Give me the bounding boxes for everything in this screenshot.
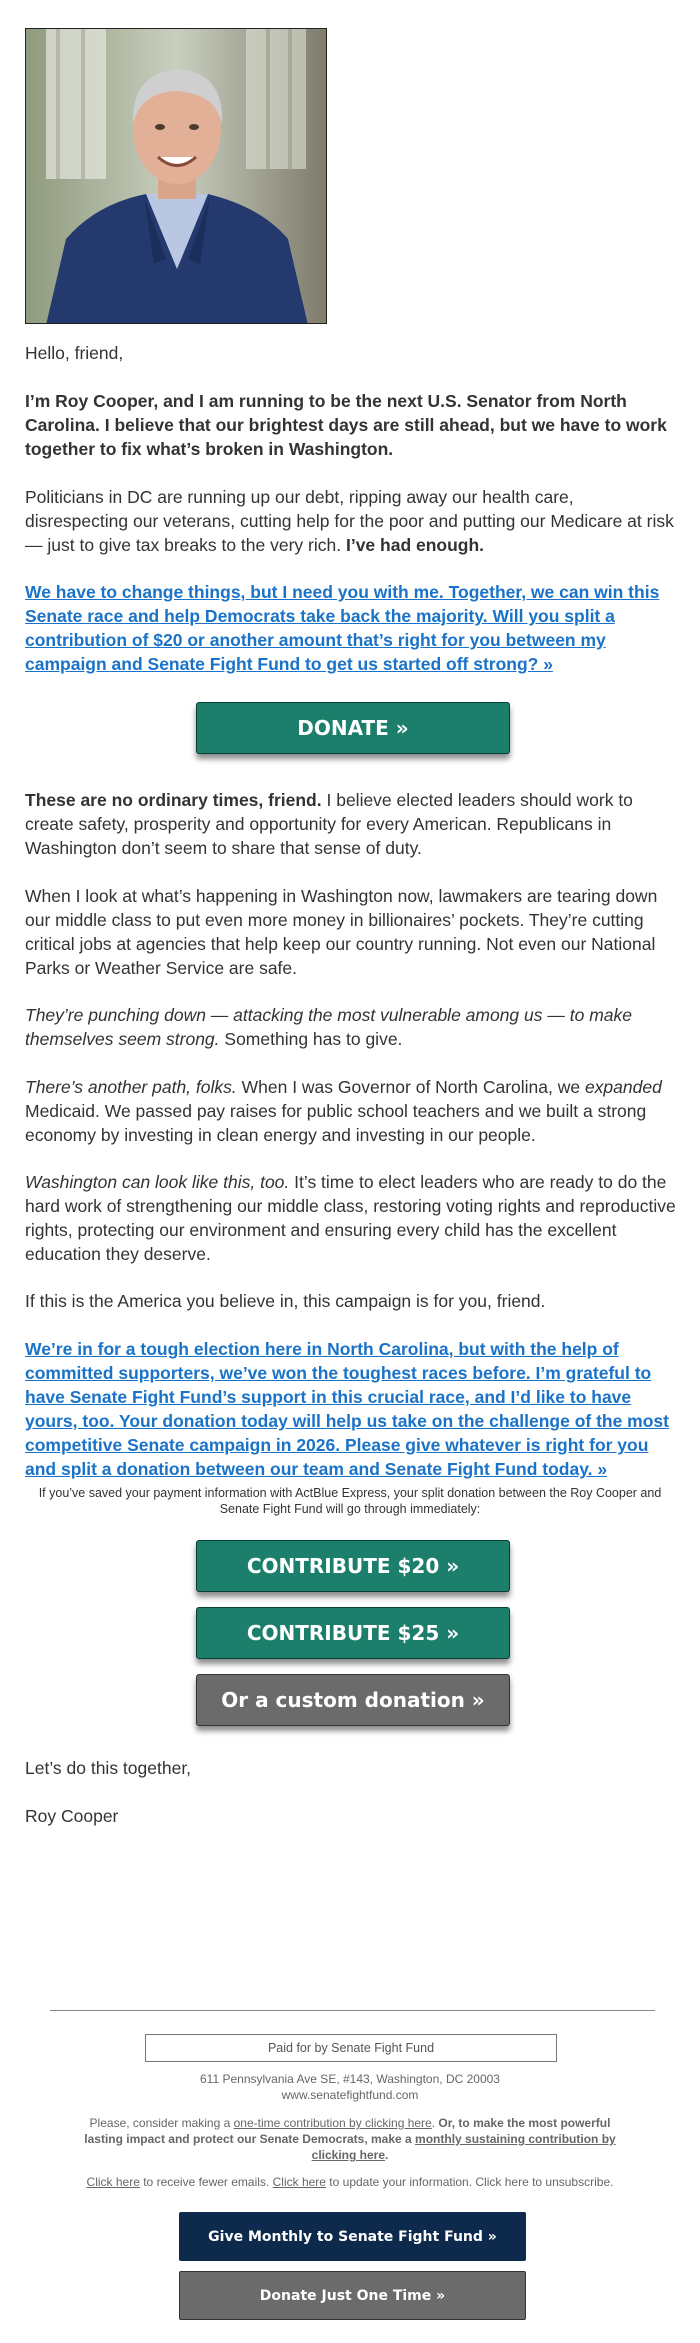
intro-paragraph bbox=[25, 389, 680, 461]
ordinary-paragraph bbox=[25, 788, 680, 860]
politicians-text: Politicians in DC are running up our debt, ripping away our health care, disrespecting our veterans, cutting help for the poor and putting our Medicare at risk — just to give tax breaks to the very rich. bbox=[25, 487, 674, 555]
punching-text: Something has to give. bbox=[219, 1029, 403, 1049]
signoff: Let’s do this together, bbox=[25, 1758, 192, 1778]
donate-button[interactable]: DONATE » bbox=[196, 702, 510, 754]
path-italic: There’s another path, folks. bbox=[25, 1077, 237, 1097]
give-monthly-button[interactable]: Give Monthly to Senate Fight Fund » bbox=[179, 2212, 526, 2261]
footer-address: 611 Pennsylvania Ave SE, #143, Washington, DC 20003 bbox=[200, 2072, 500, 2086]
update-info-text[interactable]: to update your information. Click here to unsubscribe. bbox=[325, 2175, 614, 2189]
path-italic-2: expanded bbox=[584, 1077, 662, 1097]
ask-paragraph-1 bbox=[25, 580, 680, 676]
path-text-2: Medicaid. We passed pay raises for public school teachers and we built a strong economy by investing in clean energy and investing in our people. bbox=[25, 1101, 647, 1145]
washington-paragraph: When I look at what’s happening in Washington now, lawmakers are tearing down our middle class to put even more money in billionaires’ pockets. They’re cutting critical jobs at agencies that help keep our country running. Not even our National Parks or Weather Service are safe. bbox=[25, 886, 658, 978]
footer-consider bbox=[70, 2115, 630, 2163]
intro-bold: I’m Roy Cooper, and I am running to be the next U.S. Senator from North Carolina. I believe that our brightest days are still ahead, but we have to work together to fix what’s broken in Washington. bbox=[25, 391, 667, 459]
path-text-1: When I was Governor of North Carolina, we bbox=[236, 1077, 585, 1097]
politicians-paragraph bbox=[25, 485, 680, 557]
actblue-express-note: If you’ve saved your payment information with ActBlue Express, your split donation between the Roy Cooper and Senate Fight Fund will go through immediately: bbox=[38, 1486, 662, 1516]
ordinary-bold: These are no ordinary times, friend. bbox=[25, 790, 322, 810]
lookslike-paragraph bbox=[25, 1170, 680, 1266]
consider-pre: Please, consider making a bbox=[89, 2116, 234, 2130]
contribute-20-button[interactable]: CONTRIBUTE $20 » bbox=[196, 1540, 510, 1592]
candidate-photo bbox=[25, 28, 327, 324]
lookslike-text: It’s time to elect leaders who are ready to do the hard work of strengthening our middle class, restoring voting rights and reproductive rights, protecting our environment and ensuring every child has the excellent education they deserve. bbox=[25, 1172, 676, 1264]
bold-pre: Or, to make the most powerful lasting impact and protect our Senate Democrats, make a bbox=[84, 2116, 611, 2146]
donate-once-button[interactable]: Donate Just One Time » bbox=[179, 2271, 526, 2320]
footer-website[interactable]: www.senatefightfund.com bbox=[281, 2088, 419, 2102]
politicians-bold: I’ve had enough. bbox=[345, 535, 485, 555]
one-time-contribution-link[interactable]: one-time contribution by clicking here bbox=[233, 2116, 432, 2130]
ask-link-2[interactable]: We’re in for a tough election here in North Carolina, but with the help of committed supporters, we’ve won the toughest races before. I’m grateful to have Senate Fight Fund’s support in this crucial race, and I’d like to have yours, too. Your donation today will help us take on the challenge of the most competitive Senate campaign in 2026. Please give whatever is right for you and split a donation between our team and Senate Fight Fund today. » bbox=[25, 1339, 669, 1479]
punching-paragraph bbox=[25, 1003, 680, 1051]
footer-preferences bbox=[25, 2174, 675, 2190]
ordinary-text: I believe elected leaders should work to create safety, prosperity and opportunity for every American. Republicans in Washington don’t seem to share that sense of duty. bbox=[25, 790, 633, 858]
custom-donation-button[interactable]: Or a custom donation » bbox=[196, 1674, 510, 1726]
bold-post: . bbox=[385, 2148, 389, 2162]
punching-italic: They’re punching down — attacking the most vulnerable among us — to make themselves seem strong. bbox=[25, 1005, 632, 1049]
greeting: Hello, friend, bbox=[25, 343, 124, 363]
path-paragraph bbox=[25, 1075, 680, 1147]
ask-paragraph-2 bbox=[25, 1337, 680, 1481]
fewer-emails-link[interactable]: Click here bbox=[86, 2175, 140, 2189]
contribute-25-button[interactable]: CONTRIBUTE $25 » bbox=[196, 1607, 510, 1659]
footer-divider bbox=[50, 2010, 655, 2011]
portrait-illustration bbox=[26, 29, 327, 324]
ask-link-1[interactable]: We have to change things, but I need you with me. Together, we can win this Senate race and help Democrats take back the majority. Will you split a contribution of $20 or another amount that’s right for you between my campaign and Senate Fight Fund to get us started off strong? » bbox=[25, 582, 660, 674]
update-info-link[interactable]: Click here bbox=[272, 2175, 326, 2189]
monthly-contribution-link[interactable]: monthly sustaining contribution by clicking here bbox=[311, 2132, 616, 2162]
fewer-emails-text: to receive fewer emails. bbox=[139, 2175, 273, 2189]
lookslike-italic: Washington can look like this, too. bbox=[25, 1172, 290, 1192]
consider-mid: . bbox=[431, 2116, 439, 2130]
signature: Roy Cooper bbox=[25, 1806, 119, 1826]
paid-for-box: Paid for by Senate Fight Fund bbox=[145, 2034, 557, 2062]
america-paragraph: If this is the America you believe in, this campaign is for you, friend. bbox=[25, 1291, 546, 1311]
